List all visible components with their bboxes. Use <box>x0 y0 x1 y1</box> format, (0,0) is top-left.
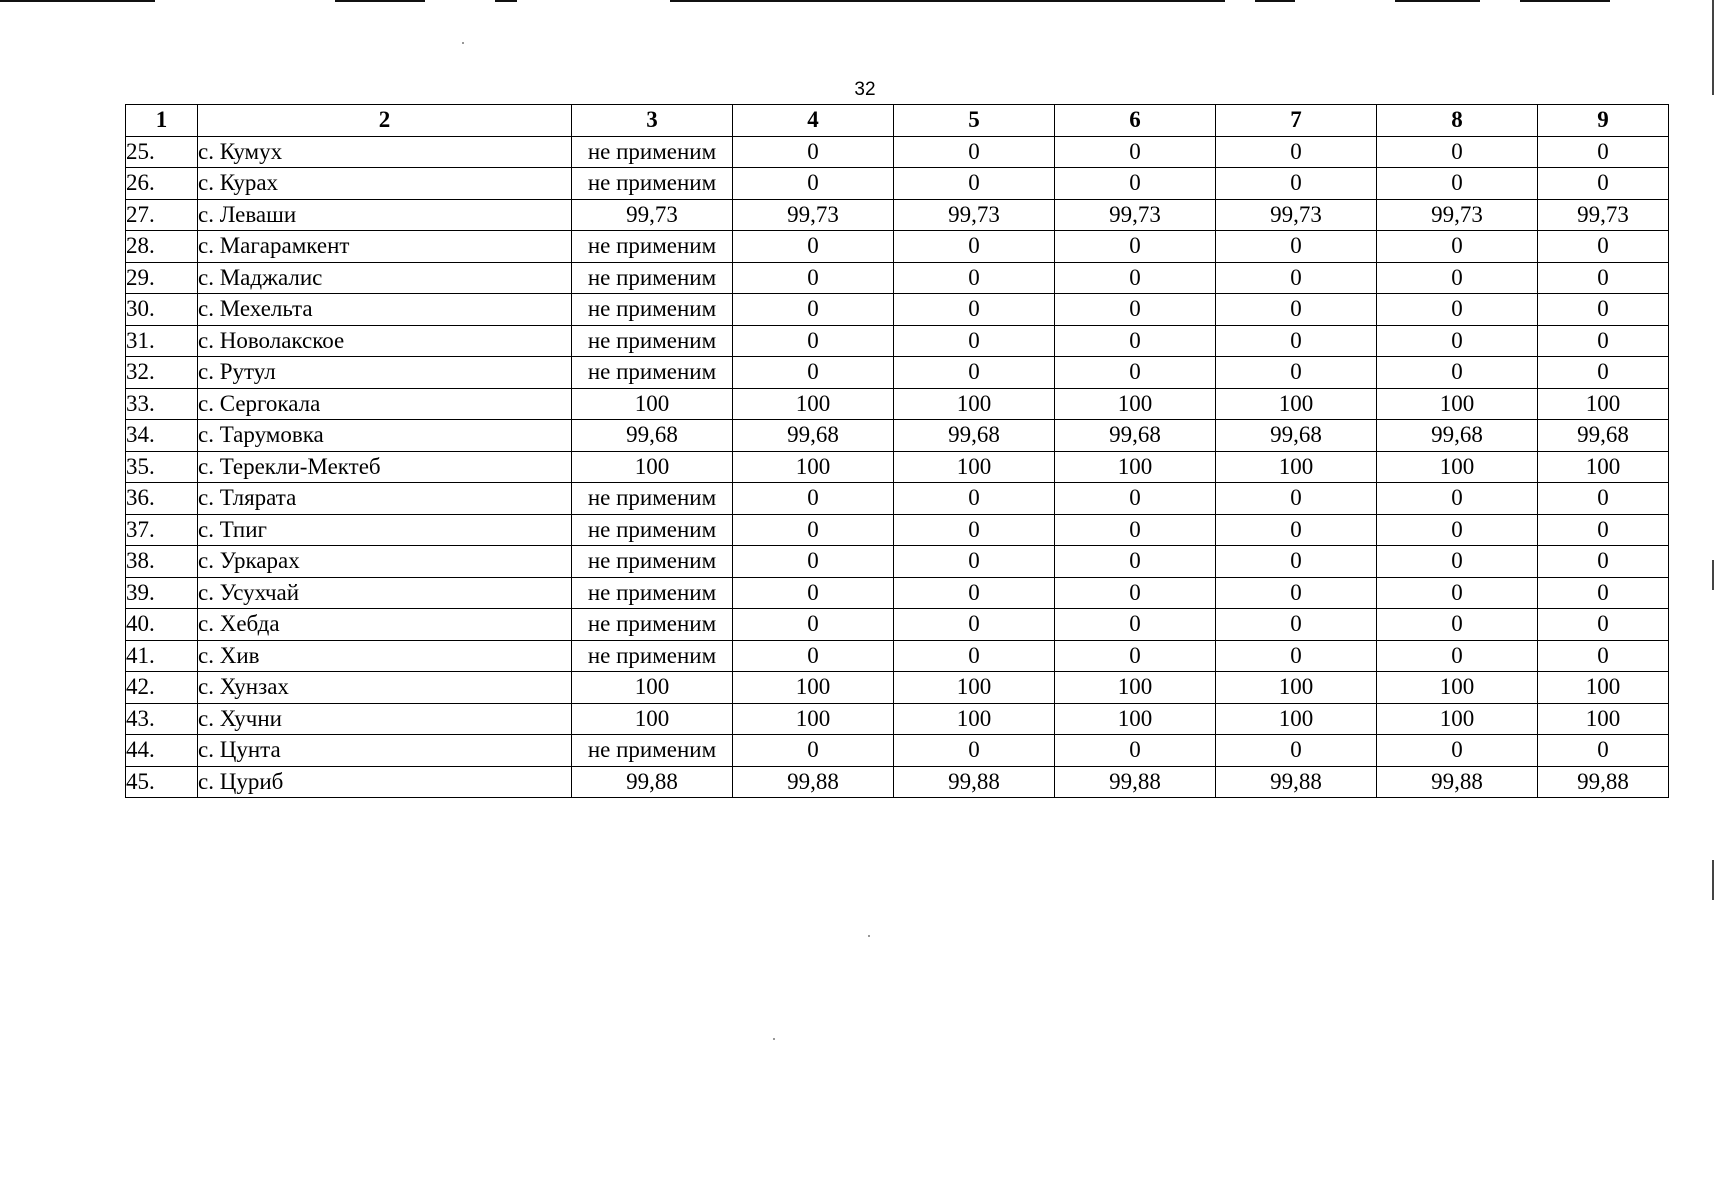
value-cell-col-5: 99,73 <box>894 199 1055 231</box>
header-row <box>126 105 1669 137</box>
value-cell-col-4: 100 <box>733 672 894 704</box>
value-cell-col-8: 0 <box>1377 231 1538 263</box>
settlement-name-cell: с. Маджалис <box>198 262 572 294</box>
value-cell-col-3: 100 <box>572 451 733 483</box>
value-cell-col-8: 0 <box>1377 136 1538 168</box>
value-cell-col-9: 0 <box>1538 546 1669 578</box>
row-number-cell: 30. <box>126 294 198 326</box>
value-cell-col-6: 100 <box>1055 451 1216 483</box>
value-cell-col-6: 0 <box>1055 294 1216 326</box>
value-cell-col-6: 100 <box>1055 703 1216 735</box>
settlement-name-cell: с. Курах <box>198 168 572 200</box>
value-cell-col-9: 0 <box>1538 483 1669 515</box>
value-cell-col-5: 0 <box>894 483 1055 515</box>
value-cell-col-5: 0 <box>894 136 1055 168</box>
table-row <box>126 325 1669 357</box>
value-cell-col-5: 0 <box>894 357 1055 389</box>
value-cell-col-5: 100 <box>894 451 1055 483</box>
value-cell-col-5: 0 <box>894 640 1055 672</box>
row-number-cell: 41. <box>126 640 198 672</box>
settlement-name-cell: с. Рутул <box>198 357 572 389</box>
value-cell-col-6: 0 <box>1055 577 1216 609</box>
value-cell-col-4: 0 <box>733 483 894 515</box>
value-cell-col-9: 0 <box>1538 640 1669 672</box>
value-cell-col-6: 0 <box>1055 262 1216 294</box>
settlement-name-cell: с. Тарумовка <box>198 420 572 452</box>
value-cell-col-8: 0 <box>1377 294 1538 326</box>
scan-top-rule <box>670 0 1225 2</box>
row-number-cell: 38. <box>126 546 198 578</box>
value-cell-col-7: 0 <box>1216 483 1377 515</box>
row-number-cell: 28. <box>126 231 198 263</box>
scan-top-rule <box>335 0 425 2</box>
value-cell-col-8: 0 <box>1377 514 1538 546</box>
value-cell-col-7: 0 <box>1216 609 1377 641</box>
value-cell-col-7: 99,88 <box>1216 766 1377 798</box>
value-cell-col-4: 0 <box>733 577 894 609</box>
value-cell-col-3: не применим <box>572 357 733 389</box>
value-cell-col-9: 99,73 <box>1538 199 1669 231</box>
value-cell-col-8: 99,88 <box>1377 766 1538 798</box>
row-number-cell: 31. <box>126 325 198 357</box>
value-cell-col-7: 0 <box>1216 640 1377 672</box>
value-cell-col-7: 100 <box>1216 451 1377 483</box>
table-row <box>126 199 1669 231</box>
scan-top-rule <box>0 0 155 2</box>
table-row <box>126 514 1669 546</box>
row-number-cell: 32. <box>126 357 198 389</box>
table-row <box>126 168 1669 200</box>
value-cell-col-8: 0 <box>1377 483 1538 515</box>
value-cell-col-9: 0 <box>1538 357 1669 389</box>
table-row <box>126 766 1669 798</box>
value-cell-col-4: 0 <box>733 294 894 326</box>
row-number-cell: 39. <box>126 577 198 609</box>
value-cell-col-7: 0 <box>1216 514 1377 546</box>
value-cell-col-8: 0 <box>1377 735 1538 767</box>
value-cell-col-6: 99,68 <box>1055 420 1216 452</box>
column-header-6: 6 <box>1055 105 1216 137</box>
value-cell-col-4: 0 <box>733 609 894 641</box>
value-cell-col-3: не применим <box>572 325 733 357</box>
row-number-cell: 42. <box>126 672 198 704</box>
value-cell-col-7: 0 <box>1216 262 1377 294</box>
row-number-cell: 43. <box>126 703 198 735</box>
value-cell-col-6: 0 <box>1055 168 1216 200</box>
value-cell-col-3: 100 <box>572 388 733 420</box>
value-cell-col-3: не применим <box>572 546 733 578</box>
value-cell-col-4: 100 <box>733 451 894 483</box>
value-cell-col-4: 100 <box>733 388 894 420</box>
value-cell-col-9: 0 <box>1538 136 1669 168</box>
table-row <box>126 672 1669 704</box>
table-row <box>126 262 1669 294</box>
value-cell-col-8: 0 <box>1377 168 1538 200</box>
table-row <box>126 483 1669 515</box>
value-cell-col-4: 99,88 <box>733 766 894 798</box>
value-cell-col-8: 0 <box>1377 262 1538 294</box>
row-number-cell: 44. <box>126 735 198 767</box>
settlement-name-cell: с. Цунта <box>198 735 572 767</box>
scan-speck <box>868 935 870 937</box>
value-cell-col-4: 0 <box>733 262 894 294</box>
value-cell-col-5: 99,68 <box>894 420 1055 452</box>
value-cell-col-7: 0 <box>1216 577 1377 609</box>
value-cell-col-3: не применим <box>572 577 733 609</box>
value-cell-col-5: 100 <box>894 703 1055 735</box>
value-cell-col-6: 0 <box>1055 357 1216 389</box>
value-cell-col-9: 0 <box>1538 577 1669 609</box>
value-cell-col-7: 99,73 <box>1216 199 1377 231</box>
value-cell-col-4: 0 <box>733 514 894 546</box>
value-cell-col-8: 99,68 <box>1377 420 1538 452</box>
value-cell-col-7: 0 <box>1216 168 1377 200</box>
value-cell-col-4: 0 <box>733 546 894 578</box>
value-cell-col-9: 99,88 <box>1538 766 1669 798</box>
value-cell-col-9: 100 <box>1538 703 1669 735</box>
value-cell-col-3: не применим <box>572 609 733 641</box>
scan-edge-mark <box>1712 860 1714 900</box>
value-cell-col-5: 100 <box>894 388 1055 420</box>
value-cell-col-9: 0 <box>1538 231 1669 263</box>
value-cell-col-8: 0 <box>1377 357 1538 389</box>
value-cell-col-3: не применим <box>572 735 733 767</box>
value-cell-col-9: 0 <box>1538 609 1669 641</box>
value-cell-col-7: 0 <box>1216 546 1377 578</box>
value-cell-col-9: 0 <box>1538 262 1669 294</box>
value-cell-col-3: не применим <box>572 231 733 263</box>
row-number-cell: 40. <box>126 609 198 641</box>
value-cell-col-6: 0 <box>1055 325 1216 357</box>
value-cell-col-4: 0 <box>733 231 894 263</box>
row-number-cell: 36. <box>126 483 198 515</box>
column-header-9: 9 <box>1538 105 1669 137</box>
value-cell-col-8: 0 <box>1377 609 1538 641</box>
value-cell-col-7: 0 <box>1216 294 1377 326</box>
value-cell-col-5: 0 <box>894 514 1055 546</box>
page-number: 32 <box>854 79 876 100</box>
table-row <box>126 640 1669 672</box>
table-row <box>126 388 1669 420</box>
table-row <box>126 231 1669 263</box>
value-cell-col-4: 0 <box>733 325 894 357</box>
value-cell-col-9: 99,68 <box>1538 420 1669 452</box>
value-cell-col-9: 0 <box>1538 168 1669 200</box>
value-cell-col-4: 0 <box>733 136 894 168</box>
column-header-3: 3 <box>572 105 733 137</box>
value-cell-col-9: 0 <box>1538 294 1669 326</box>
value-cell-col-5: 0 <box>894 609 1055 641</box>
table-row <box>126 294 1669 326</box>
value-cell-col-3: не применим <box>572 514 733 546</box>
value-cell-col-7: 100 <box>1216 388 1377 420</box>
value-cell-col-5: 0 <box>894 325 1055 357</box>
value-cell-col-6: 0 <box>1055 231 1216 263</box>
settlement-name-cell: с. Хив <box>198 640 572 672</box>
value-cell-col-8: 0 <box>1377 577 1538 609</box>
value-cell-col-3: не применим <box>572 168 733 200</box>
scan-top-rule <box>495 0 517 2</box>
settlement-name-cell: с. Кумух <box>198 136 572 168</box>
scan-edge-mark <box>1712 560 1714 590</box>
row-number-cell: 25. <box>126 136 198 168</box>
data-table <box>125 104 1669 798</box>
settlement-name-cell: с. Усухчай <box>198 577 572 609</box>
value-cell-col-6: 99,88 <box>1055 766 1216 798</box>
settlement-name-cell: с. Терекли-Мектеб <box>198 451 572 483</box>
value-cell-col-4: 99,68 <box>733 420 894 452</box>
value-cell-col-3: не применим <box>572 483 733 515</box>
value-cell-col-3: не применим <box>572 262 733 294</box>
value-cell-col-6: 99,73 <box>1055 199 1216 231</box>
table-row <box>126 609 1669 641</box>
value-cell-col-9: 0 <box>1538 735 1669 767</box>
value-cell-col-8: 100 <box>1377 672 1538 704</box>
value-cell-col-3: 99,68 <box>572 420 733 452</box>
settlement-name-cell: с. Хебда <box>198 609 572 641</box>
settlement-name-cell: с. Мехельта <box>198 294 572 326</box>
row-number-cell: 33. <box>126 388 198 420</box>
row-number-cell: 35. <box>126 451 198 483</box>
settlement-name-cell: с. Тпиг <box>198 514 572 546</box>
settlement-name-cell: с. Хунзах <box>198 672 572 704</box>
value-cell-col-9: 100 <box>1538 451 1669 483</box>
value-cell-col-5: 0 <box>894 168 1055 200</box>
value-cell-col-3: не применим <box>572 136 733 168</box>
column-header-8: 8 <box>1377 105 1538 137</box>
column-header-1: 1 <box>126 105 198 137</box>
scan-speck <box>462 42 464 44</box>
scan-speck <box>773 1038 775 1040</box>
value-cell-col-6: 0 <box>1055 609 1216 641</box>
table-body <box>126 136 1669 798</box>
value-cell-col-6: 0 <box>1055 514 1216 546</box>
value-cell-col-7: 0 <box>1216 357 1377 389</box>
table-row <box>126 420 1669 452</box>
value-cell-col-6: 100 <box>1055 388 1216 420</box>
table-row <box>126 357 1669 389</box>
value-cell-col-7: 100 <box>1216 672 1377 704</box>
value-cell-col-5: 0 <box>894 735 1055 767</box>
settlement-name-cell: с. Леваши <box>198 199 572 231</box>
row-number-cell: 45. <box>126 766 198 798</box>
value-cell-col-3: 99,73 <box>572 199 733 231</box>
row-number-cell: 37. <box>126 514 198 546</box>
table-row <box>126 451 1669 483</box>
value-cell-col-7: 0 <box>1216 136 1377 168</box>
scan-top-rule <box>1255 0 1295 2</box>
value-cell-col-5: 100 <box>894 672 1055 704</box>
value-cell-col-3: не применим <box>572 640 733 672</box>
value-cell-col-9: 100 <box>1538 672 1669 704</box>
settlement-name-cell: с. Хучни <box>198 703 572 735</box>
value-cell-col-3: 100 <box>572 672 733 704</box>
value-cell-col-9: 100 <box>1538 388 1669 420</box>
table-row <box>126 703 1669 735</box>
value-cell-col-6: 0 <box>1055 546 1216 578</box>
value-cell-col-7: 99,68 <box>1216 420 1377 452</box>
value-cell-col-6: 0 <box>1055 735 1216 767</box>
value-cell-col-5: 0 <box>894 294 1055 326</box>
table-row <box>126 546 1669 578</box>
value-cell-col-5: 0 <box>894 546 1055 578</box>
value-cell-col-6: 100 <box>1055 672 1216 704</box>
value-cell-col-8: 0 <box>1377 640 1538 672</box>
column-header-5: 5 <box>894 105 1055 137</box>
value-cell-col-7: 0 <box>1216 231 1377 263</box>
table-row <box>126 577 1669 609</box>
table-row <box>126 735 1669 767</box>
value-cell-col-8: 99,73 <box>1377 199 1538 231</box>
value-cell-col-4: 100 <box>733 703 894 735</box>
column-header-7: 7 <box>1216 105 1377 137</box>
value-cell-col-9: 0 <box>1538 325 1669 357</box>
settlement-name-cell: с. Уркарах <box>198 546 572 578</box>
value-cell-col-3: не применим <box>572 294 733 326</box>
value-cell-col-8: 100 <box>1377 388 1538 420</box>
value-cell-col-6: 0 <box>1055 483 1216 515</box>
settlement-name-cell: с. Цуриб <box>198 766 572 798</box>
value-cell-col-7: 100 <box>1216 703 1377 735</box>
value-cell-col-4: 0 <box>733 640 894 672</box>
table-row <box>126 136 1669 168</box>
value-cell-col-9: 0 <box>1538 514 1669 546</box>
row-number-cell: 29. <box>126 262 198 294</box>
value-cell-col-6: 0 <box>1055 136 1216 168</box>
value-cell-col-8: 0 <box>1377 546 1538 578</box>
value-cell-col-5: 0 <box>894 231 1055 263</box>
settlement-name-cell: с. Новолакское <box>198 325 572 357</box>
value-cell-col-7: 0 <box>1216 735 1377 767</box>
scan-top-rule <box>1395 0 1480 2</box>
row-number-cell: 27. <box>126 199 198 231</box>
value-cell-col-4: 0 <box>733 168 894 200</box>
settlement-name-cell: с. Магарамкент <box>198 231 572 263</box>
settlement-name-cell: с. Сергокала <box>198 388 572 420</box>
value-cell-col-8: 100 <box>1377 703 1538 735</box>
settlement-name-cell: с. Тлярата <box>198 483 572 515</box>
scan-top-rule <box>1520 0 1610 2</box>
value-cell-col-5: 0 <box>894 577 1055 609</box>
value-cell-col-8: 0 <box>1377 325 1538 357</box>
value-cell-col-8: 100 <box>1377 451 1538 483</box>
value-cell-col-4: 0 <box>733 357 894 389</box>
value-cell-col-5: 0 <box>894 262 1055 294</box>
column-header-4: 4 <box>733 105 894 137</box>
row-number-cell: 26. <box>126 168 198 200</box>
value-cell-col-3: 99,88 <box>572 766 733 798</box>
value-cell-col-4: 99,73 <box>733 199 894 231</box>
value-cell-col-3: 100 <box>572 703 733 735</box>
column-header-2: 2 <box>198 105 572 137</box>
value-cell-col-7: 0 <box>1216 325 1377 357</box>
row-number-cell: 34. <box>126 420 198 452</box>
value-cell-col-6: 0 <box>1055 640 1216 672</box>
value-cell-col-4: 0 <box>733 735 894 767</box>
value-cell-col-5: 99,88 <box>894 766 1055 798</box>
